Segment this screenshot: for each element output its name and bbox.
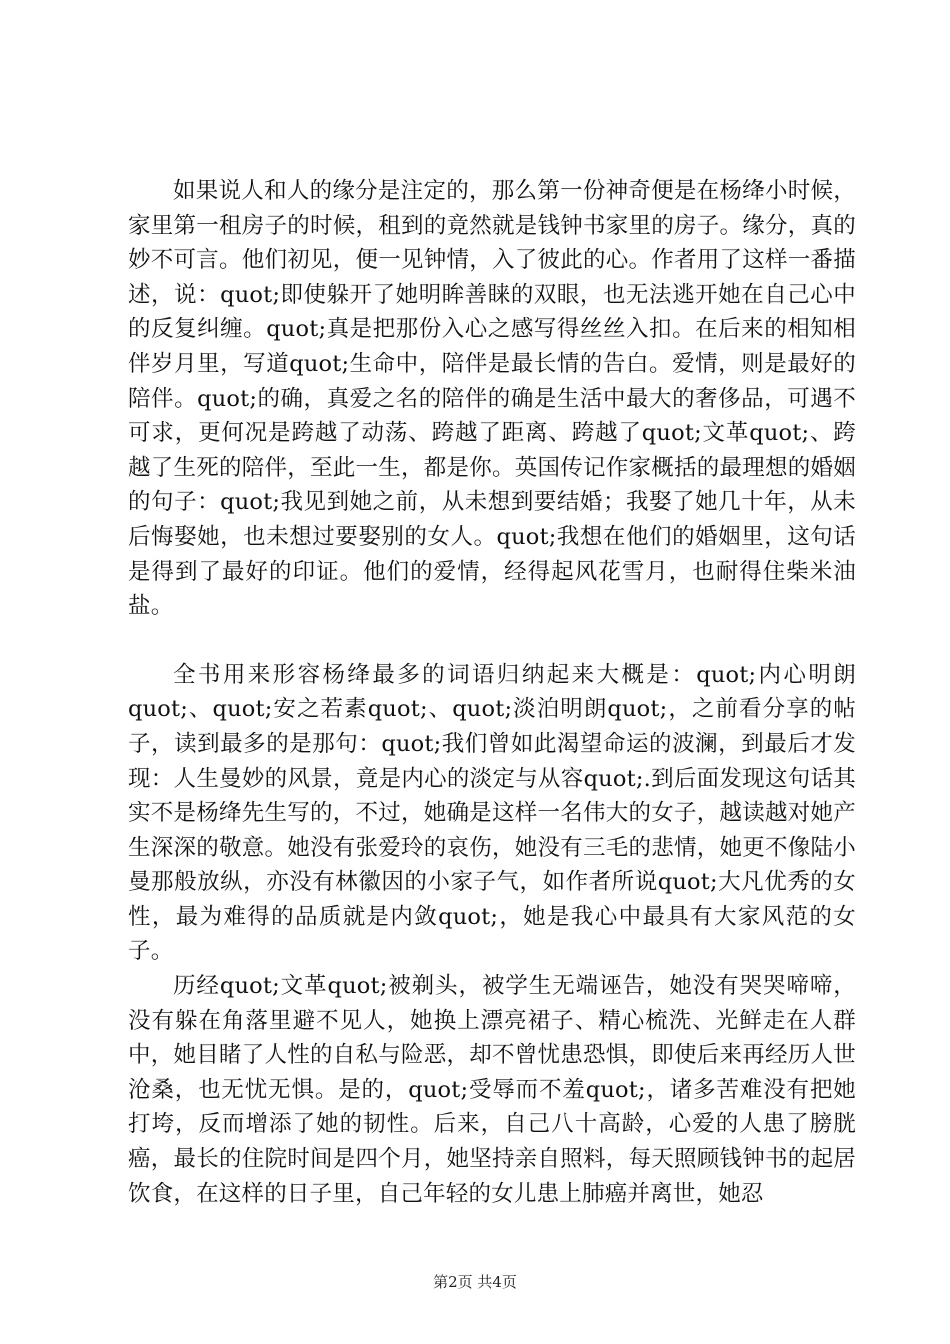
paragraph-spacer (128, 624, 856, 658)
paragraph-3: 历经quot;文革quot;被剃头，被学生无端诬告，她没有哭哭啼啼，没有躲在角落里避不见人，她换上漂亮裙子、精心梳洗、光鲜走在人群中，她目睹了人性的自私与险恶，却不曾忧患恐惧，即使后来再经历人世沧桑，也无忧无惧。是的，quot;受辱而不羞quot;，诸多苦难没有把她打垮，反而增添了她的韧性。后来，自己八十高龄，心爱的人患了膀胱癌，最长的住院时间是四个月，她坚持亲自照料，每天照顾钱钟书的起居饮食，在这样的日子里，自己年轻的女儿患上肺癌并离世，她忍 (128, 973, 856, 1207)
document-body (128, 174, 856, 1211)
page-number-footer: 第2页 共4页 (433, 1273, 517, 1291)
paragraph-1: 如果说人和人的缘分是注定的，那么第一份神奇便是在杨绛小时候，家里第一租房子的时候，租到的竟然就是钱钟书家里的房子。缘分，真的妙不可言。他们初见，便一见钟情，入了彼此的心。作者用了这样一番描述，说：quot;即使躲开了她明眸善睐的双眼，也无法逃开她在自己心中的反复纠缠。quot;真是把那份入心之感写得丝丝入扣。在后来的相知相伴岁月里，写道quot;生命中，陪伴是最长情的告白。爱情，则是最好的陪伴。quot;的确，真爱之名的陪伴的确是生活中最大的奢侈品，可遇不可求，更何况是跨越了动荡、跨越了距离、跨越了quot;文革quot;、跨越了生死的陪伴，至此一生，都是你。英国传记作家概括的最理想的婚姻的句子：quot;我见到她之前，从未想到要结婚；我娶了她几十年，从未后悔娶她，也未想过要娶别的女人。quot;我想在他们的婚姻里，这句话是得到了最好的印证。他们的爱情，经得起风花雪月，也耐得住柴米油盐。 (128, 178, 856, 620)
paragraph-2: 全书用来形容杨绛最多的词语归纳起来大概是：quot;内心明朗quot;、quot;安之若素quot;、quot;淡泊明朗quot;，之前看分享的帖子，读到最多的是那句：quot;我们曾如此渴望命运的波澜，到最后才发现：人生曼妙的风景，竟是内心的淡定与从容quot;.到后面发现这句话其实不是杨绛先生写的，不过，她确是这样一名伟大的女子，越读越对她产生深深的敬意。她没有张爱玲的哀伤，她没有三毛的悲情，她更不像陆小曼那般放纵，亦没有林徽因的小家子气，如作者所说quot;大凡优秀的女性，最为难得的品质就是内敛quot;，她是我心中最具有大家风范的女子。 (128, 661, 856, 965)
